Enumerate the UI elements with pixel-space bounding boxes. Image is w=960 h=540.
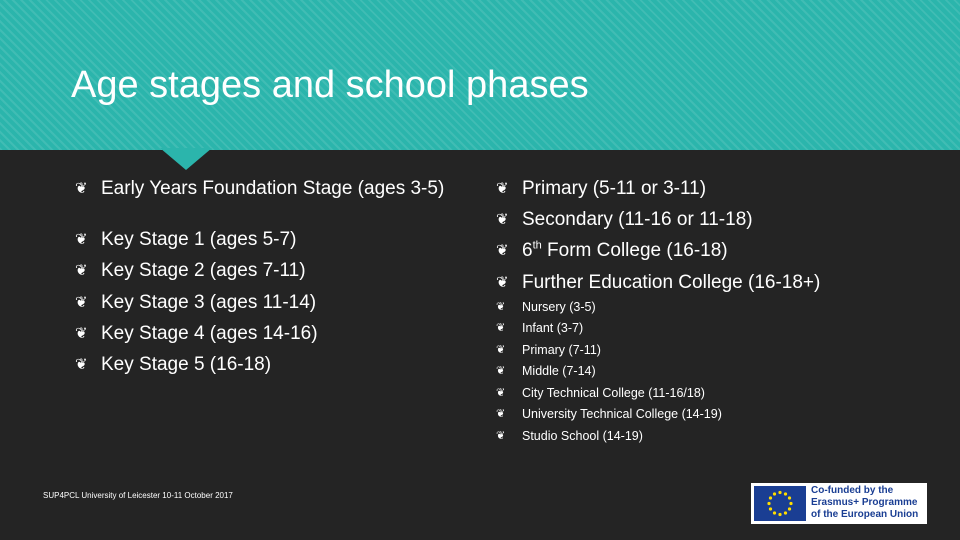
list-item (75, 179, 461, 199)
list-item (75, 293, 316, 313)
sixth-rest: Form College (16-18) (541, 240, 728, 261)
list-item-label: Early Years Foundation Stage (ages 3-5) (101, 178, 445, 199)
leaf-bullet-icon: ❦ (496, 301, 506, 313)
eu-logo-line: of the European Union (811, 509, 919, 520)
leaf-bullet-icon: ❦ (496, 211, 509, 228)
sub-list-item-label: Studio School (14-19) (522, 429, 643, 443)
list-item-label: Secondary (11-16 or 11-18) (522, 209, 753, 230)
sub-list-item-label: Primary (7-11) (522, 343, 601, 357)
leaf-bullet-icon: ❦ (75, 262, 88, 279)
list-item-label: Key Stage 5 (16-18) (101, 354, 272, 375)
eu-logo-text (811, 485, 918, 521)
slide-title: Age stages and school phases (71, 64, 589, 106)
eu-stars-icon (754, 486, 806, 521)
leaf-bullet-icon: ❦ (496, 322, 506, 334)
sub-list-item-label: University Technical College (14-19) (522, 407, 722, 421)
leaf-bullet-icon: ❦ (496, 430, 506, 442)
leaf-bullet-icon: ❦ (75, 180, 88, 197)
leaf-bullet-icon: ❦ (75, 356, 88, 373)
footer-text: SUP4PCL University of Leicester 10-11 October 2017 (43, 491, 233, 500)
sub-list-item (496, 385, 705, 401)
list-item-label: Key Stage 1 (ages 5-7) (101, 229, 297, 250)
list-item (75, 355, 271, 375)
list-item-label (522, 241, 728, 261)
sixth-number: 6 (522, 240, 533, 261)
list-item-label: Key Stage 3 (ages 11-14) (101, 292, 317, 313)
leaf-bullet-icon: ❦ (496, 242, 509, 259)
leaf-bullet-icon: ❦ (75, 325, 88, 342)
sub-list-item (496, 320, 583, 336)
sub-list-item-label: Nursery (3-5) (522, 300, 596, 314)
sub-list-item (496, 406, 722, 422)
leaf-bullet-icon: ❦ (496, 274, 509, 291)
list-item (496, 273, 820, 293)
sixth-suffix: th (532, 239, 542, 252)
sub-list-item (496, 363, 596, 379)
eu-flag-icon (754, 486, 806, 521)
eu-logo-line: Erasmus+ Programme (811, 497, 918, 508)
eu-logo-line: Co-funded by the (811, 485, 894, 496)
list-item-label: Primary (5-11 or 3-11) (522, 178, 707, 199)
banner-notch (160, 148, 212, 170)
list-item-label: Key Stage 4 (ages 14-16) (101, 323, 318, 344)
list-item (496, 241, 728, 261)
leaf-bullet-icon: ❦ (496, 344, 506, 356)
list-item-label: Key Stage 2 (ages 7-11) (101, 260, 306, 281)
sub-list-item-label: Infant (3-7) (522, 321, 584, 335)
sub-list-item-label: Middle (7-14) (522, 364, 596, 378)
list-item (75, 230, 296, 250)
leaf-bullet-icon: ❦ (496, 387, 506, 399)
list-item (75, 261, 306, 281)
list-item (496, 179, 706, 199)
leaf-bullet-icon: ❦ (75, 294, 88, 311)
eu-erasmus-logo (751, 483, 927, 524)
leaf-bullet-icon: ❦ (496, 180, 509, 197)
sub-list-item (496, 342, 601, 358)
leaf-bullet-icon: ❦ (496, 408, 506, 420)
sub-list-item-label: City Technical College (11-16/18) (522, 386, 705, 400)
sub-list-item (496, 428, 643, 444)
sub-list-item (496, 299, 596, 315)
leaf-bullet-icon: ❦ (496, 365, 506, 377)
list-item (496, 210, 753, 230)
list-item-label: Further Education College (16-18+) (522, 272, 821, 293)
leaf-bullet-icon: ❦ (75, 231, 88, 248)
list-item (75, 324, 318, 344)
